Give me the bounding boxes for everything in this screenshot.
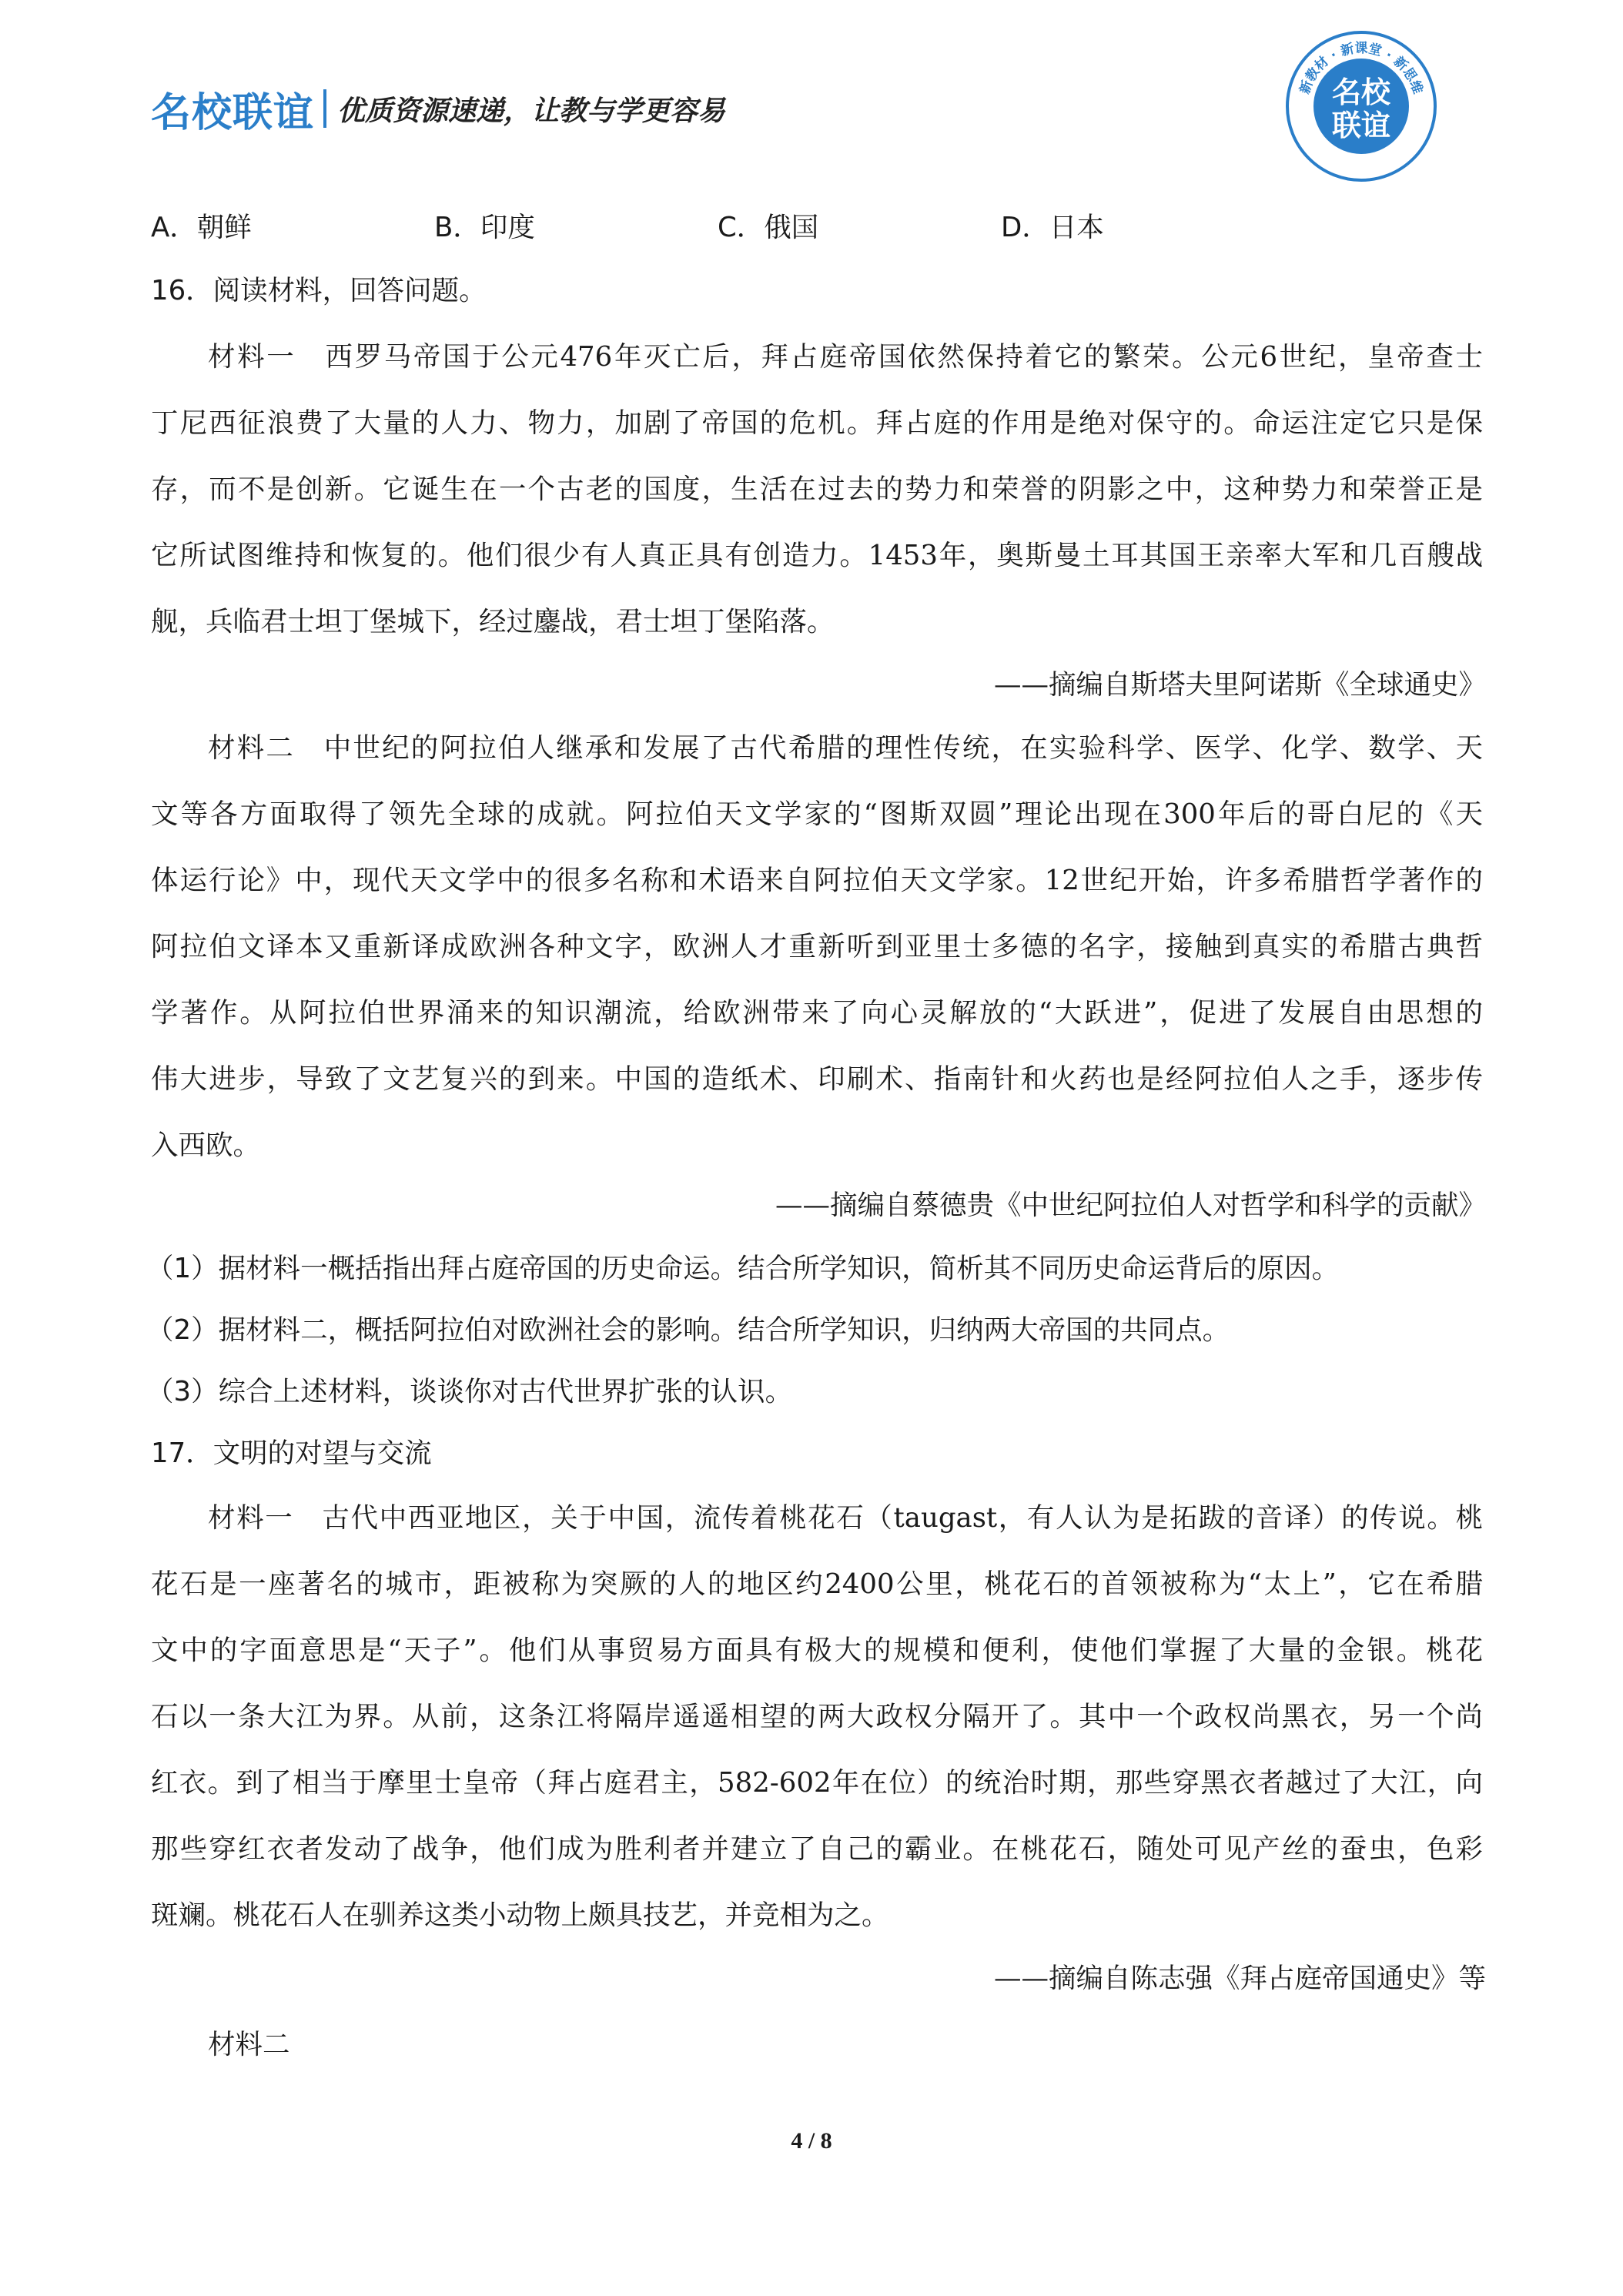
page-number: 4 / 8 [791,2128,832,2154]
q16-material2-line: 文等各方面取得了领先全球的成就。阿拉伯天文学家的“图斯双圆”理论出现在300年后的哥白尼的《天 [151,798,1483,830]
q16-material2-source: ——摘编自蔡德贵《中世纪阿拉伯人对哲学和科学的贡献》 [775,1190,1486,1221]
brand-slogan: 优质资源速递，让教与学更容易 [337,95,726,127]
q17-material1-line: 花石是一座著名的城市，距被称为突厥的人的地区约2400公里，桃花石的首领被称为“太上”，它在希腊 [151,1568,1483,1600]
q16-stem: 16．阅读材料，回答问题。 [151,275,487,306]
seal-ring-text: 新教材 · 新课堂 · 新思维 [1297,41,1426,96]
q17-material1-source: ——摘编自陈志强《拜占庭帝国通史》等 [993,1963,1486,1994]
q16-material2-line: 入西欧。 [151,1130,261,1161]
q16-material2-line: 阿拉伯文译本又重新译成欧洲各种文字，欧洲人才重新听到亚里士多德的名字，接触到真实的希腊古典哲 [151,931,1483,962]
option-a: A．朝鲜 [151,212,252,243]
q16-material1-source: ——摘编自斯塔夫里阿诺斯《全球通史》 [993,669,1486,701]
q17-material1-line: 斑斓。桃花石人在驯养这类小动物上颇具技艺，并竞相为之。 [151,1899,889,1931]
q16-question-1: （1）据材料一概括指出拜占庭帝国的历史命运。结合所学知识，简析其不同历史命运背后的原因。 [146,1253,1340,1284]
q17-stem: 17．文明的对望与交流 [151,1438,432,1469]
school-seal-logo [1284,29,1438,183]
brand-divider [323,89,326,128]
option-b: B．印度 [434,212,535,243]
seal-text-line1: 名校 [1331,75,1391,109]
q17-material1-line: 文中的字面意思是“天子”。他们从事贸易方面具有极大的规模和便利，使他们掌握了大量的金银。桃花 [151,1635,1483,1666]
brand-name: 名校联谊 [151,89,315,136]
header-bar [151,83,725,134]
q16-material1-line: 舰，兵临君士坦丁堡城下，经过鏖战，君士坦丁堡陷落。 [151,606,835,638]
q16-question-2: （2）据材料二，概括阿拉伯对欧洲社会的影响。结合所学知识，归纳两大帝国的共同点。 [146,1314,1230,1346]
answer-options [151,211,1306,248]
q17-material1-line: 那些穿红衣者发动了战争，他们成为胜利者并建立了自己的霸业。在桃花石，随处可见产丝的蚕虫，色彩 [151,1833,1483,1865]
q16-material2-line: 体运行论》中，现代天文学中的很多名称和术语来自阿拉伯天文学家。12世纪开始，许多希腊哲学著作的 [151,865,1483,896]
option-c: C．俄国 [718,212,819,243]
q16-question-3: （3）综合上述材料，谈谈你对古代世界扩张的认识。 [146,1376,793,1407]
q17-material2-label: 材料二 [208,2029,290,2060]
q16-material1-line: 它所试图维持和恢复的。他们很少有人真正具有创造力。1453年，奥斯曼土耳其国王亲率大军和几百艘战 [151,540,1483,571]
q17-material1-line: 红衣。到了相当于摩里士皇帝（拜占庭君主，582-602年在位）的统治时期，那些穿黑衣者越过了大江，向 [151,1767,1483,1799]
q16-material1-line: 材料一 西罗马帝国于公元476年灭亡后，拜占庭帝国依然保持着它的繁荣。公元6世纪，皇帝查士 [208,341,1483,373]
q16-material2-line: 伟大进步，导致了文艺复兴的到来。中国的造纸术、印刷术、指南针和火药也是经阿拉伯人之手，逐步传 [151,1063,1483,1095]
q16-material2-line: 学著作。从阿拉伯世界涌来的知识潮流，给欧洲带来了向心灵解放的“大跃进”，促进了发展自由思想的 [151,997,1483,1029]
q16-material1-line: 存，而不是创新。它诞生在一个古老的国度，生活在过去的势力和荣誉的阴影之中，这种势力和荣誉正是 [151,474,1483,505]
seal-text-line2: 联谊 [1331,109,1391,142]
option-d: D．日本 [1001,212,1104,243]
q17-material1-line: 石以一条大江为界。从前，这条江将隔岸遥遥相望的两大政权分隔开了。其中一个政权尚黑衣，另一个尚 [151,1701,1483,1732]
q16-material1-line: 丁尼西征浪费了大量的人力、物力，加剧了帝国的危机。拜占庭的作用是绝对保守的。命运注定它只是保 [151,407,1483,439]
q17-material1-line: 材料一 古代中西亚地区，关于中国，流传着桃花石（taugast，有人认为是拓跋的音译）的传说。桃 [208,1502,1483,1534]
q16-material2-line: 材料二 中世纪的阿拉伯人继承和发展了古代希腊的理性传统，在实验科学、医学、化学、数学、天 [208,732,1483,764]
